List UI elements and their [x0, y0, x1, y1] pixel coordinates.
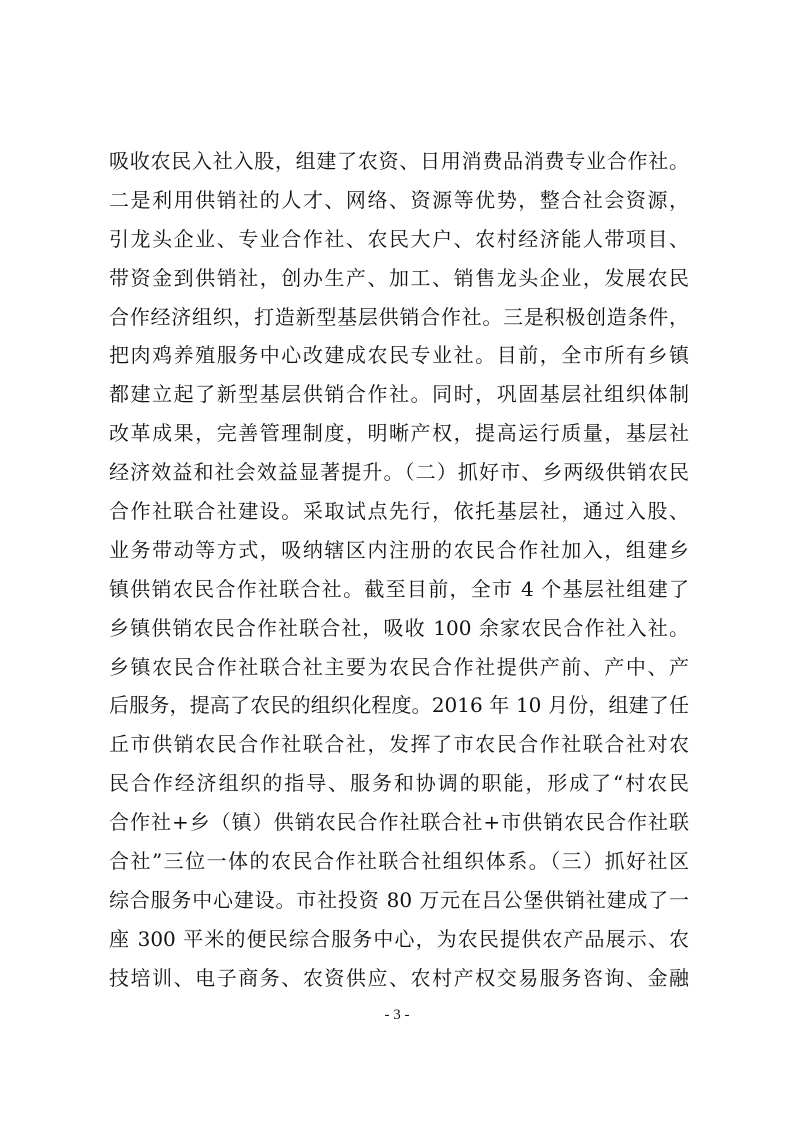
text-line: 合作社联合社建设。采取试点先行，依托基层社，通过入股、: [109, 499, 689, 524]
text-line: 技培训、电子商务、农资供应、农村产权交易服务咨询、金融: [109, 965, 689, 990]
text-line: 改革成果，完善管理制度，明晰产权，提高运行质量，基层社: [109, 421, 689, 446]
text-line: 丘市供销农民合作社联合社，发挥了市农民合作社联合社对农: [109, 732, 689, 757]
text-line: 都建立起了新型基层供销合作社。同时，巩固基层社组织体制: [109, 382, 689, 407]
text-line: 吸收农民入社入股，组建了农资、日用消费品消费专业合作社。: [109, 149, 689, 173]
text-line: 合作经济组织，打造新型基层供销合作社。三是积极创造条件，: [109, 304, 689, 329]
text-line: 民合作经济组织的指导、服务和协调的职能，形成了“村农民: [109, 771, 689, 796]
page-number: - 3 -: [384, 1007, 410, 1023]
body-text: [109, 142, 689, 998]
text-line: 合作社+乡（镇）供销农民合作社联合社+市供销农民合作社联: [109, 810, 689, 835]
text-line: 后服务，提高了农民的组织化程度。2016 年 10 月份，组建了任: [109, 693, 689, 718]
text-line: 带资金到供销社，创办生产、加工、销售龙头企业，发展农民: [109, 265, 689, 290]
text-line: 把肉鸡养殖服务中心改建成农民专业社。目前，全市所有乡镇: [109, 343, 689, 368]
text-line: 引龙头企业、专业合作社、农民大户、农村经济能人带项目、: [109, 226, 689, 251]
text-line: 经济效益和社会效益显著提升。（二）抓好市、乡两级供销农民: [109, 460, 689, 485]
text-line: 综合服务中心建设。市社投资 80 万元在吕公堡供销社建成了一: [109, 887, 689, 912]
text-line: 合社”三位一体的农民合作社联合社组织体系。（三）抓好社区: [109, 849, 689, 874]
text-line: 乡镇供销农民合作社联合社，吸收 100 余家农民合作社入社。: [109, 615, 689, 640]
text-line: 业务带动等方式，吸纳辖区内注册的农民合作社加入，组建乡: [109, 537, 689, 562]
text-line: 座 300 平米的便民综合服务中心，为农民提供农产品展示、农: [109, 926, 689, 951]
text-line: 乡镇农民合作社联合社主要为农民合作社提供产前、产中、产: [109, 654, 689, 679]
text-line: 镇供销农民合作社联合社。截至目前，全市 4 个基层社组建了: [109, 576, 689, 601]
text-line: 二是利用供销社的人才、网络、资源等优势，整合社会资源，: [109, 187, 689, 212]
